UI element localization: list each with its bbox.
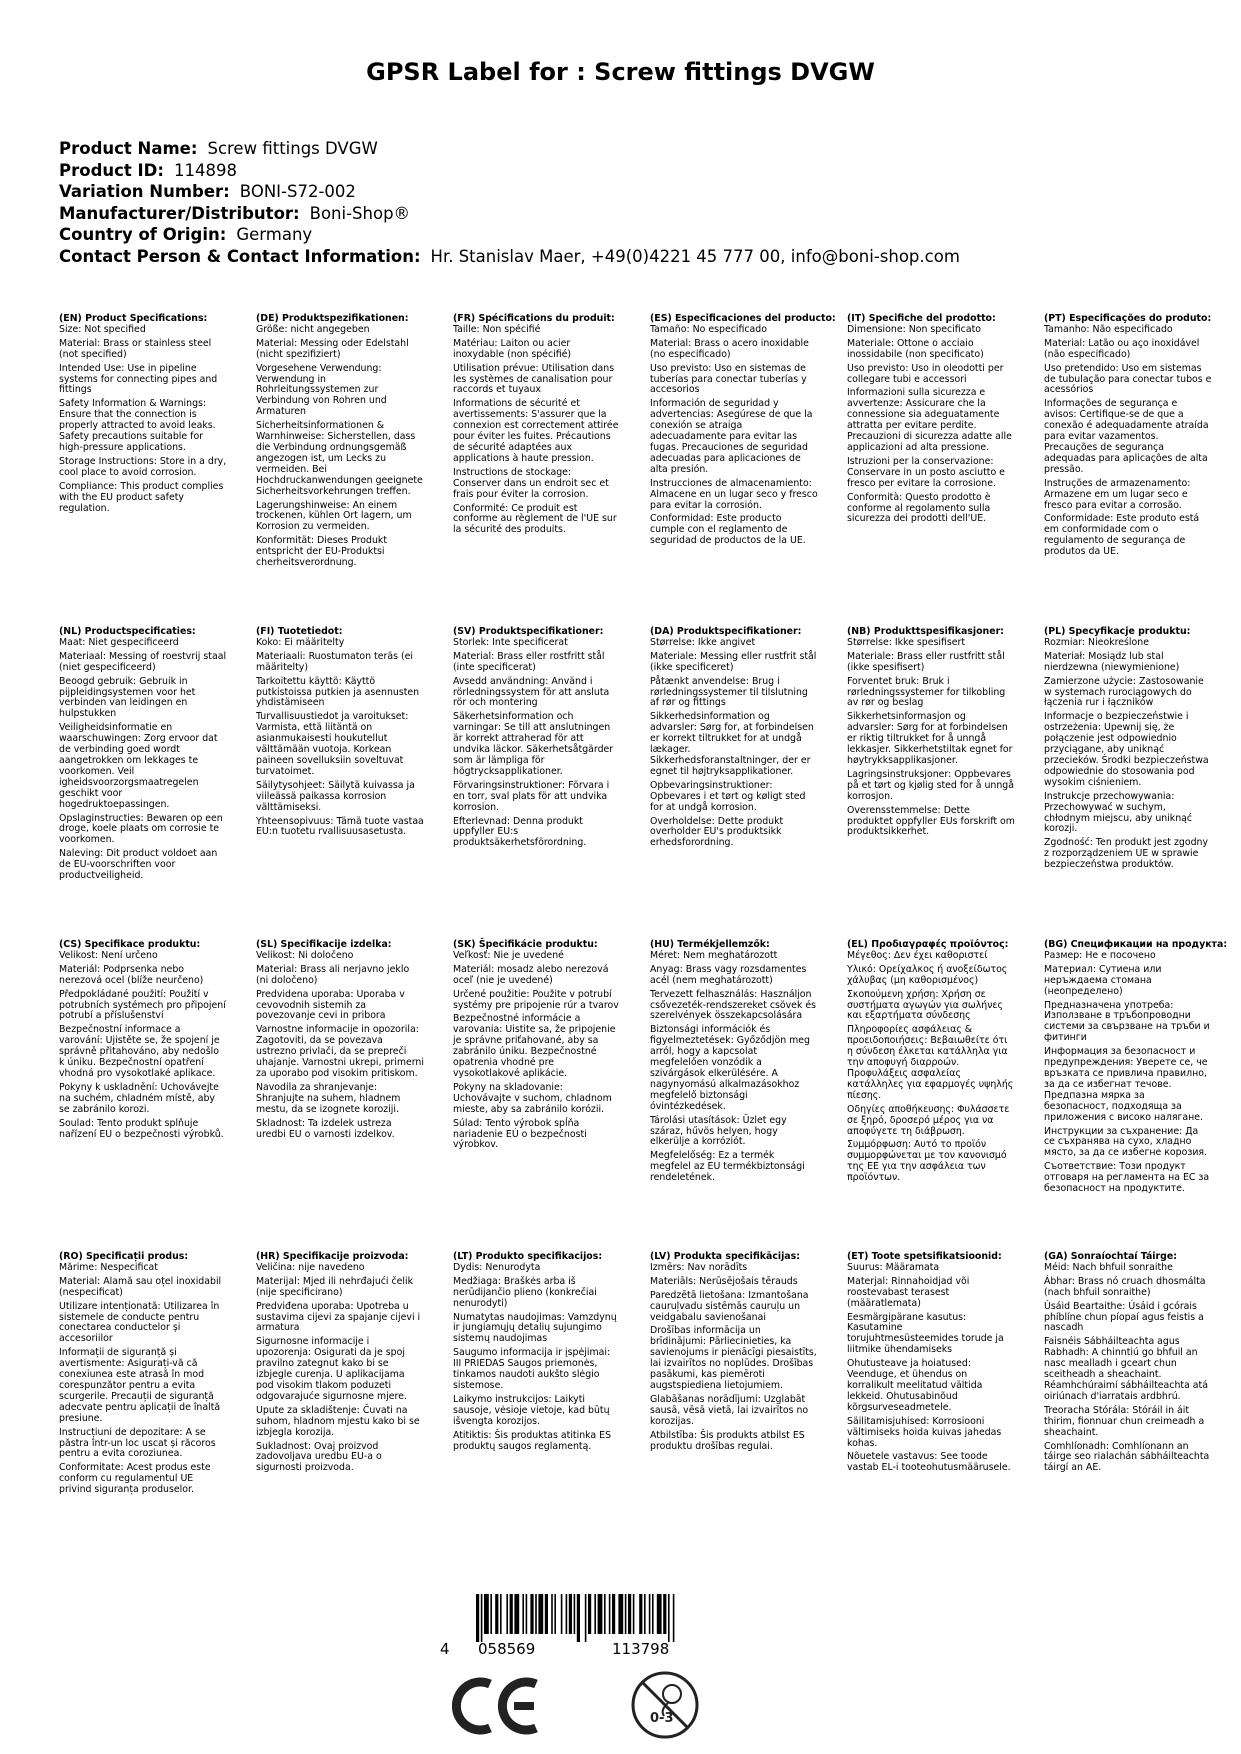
spec-line: Naleving: Dit product voldoet aan de EU-voorschriften voor productveiligheid.	[59, 848, 218, 882]
spec-line: Säilytysohjeet: Säilytä kuivassa ja viileässä paikassa korrosion välttämiseksi.	[256, 779, 415, 813]
spec-line: Størrelse: Ikke angivet	[650, 636, 756, 648]
spec-heading: (ES) Especificaciones del producto:	[650, 313, 836, 324]
spec-line: Konformität: Dieses Produkt entspricht der EU-Produktsi cherheitsverordnung.	[256, 535, 388, 569]
spec-line: Intended Use: Use in pipeline systems for connecting pipes and fittings	[59, 362, 218, 396]
spec-line: Material: Brass eller rostfritt stål (inte specificerat)	[453, 650, 605, 673]
barcode-bar	[490, 1594, 492, 1634]
barcode-bar	[526, 1594, 528, 1634]
barcode-bar	[585, 1594, 587, 1642]
spec-block	[1044, 939, 1228, 1198]
spec-block	[847, 627, 1015, 841]
spec-line: Opbevaringsinstruktioner: Opbevares i et tørt og køligt sted for at undgå korrosion.	[650, 779, 806, 813]
spec-line: Bezpečnostné informácie a varovania: Uistite sa, že pripojenie je správne priťahované, aby sa zabránilo úniku. Bezpečnostné opatrenia vhodné pre vysokotlakové aplikácie.	[453, 1013, 616, 1079]
spec-line: Материал: Сутиена или неръждаема стомана (неопределено)	[1044, 963, 1162, 997]
barcode-bar	[598, 1594, 603, 1634]
spec-line: Veiligheidsinformatie en waarschuwingen: Zorg ervoor dat de verbinding goed wordt aangetrokken om lekkages te voorkomen. Veil igheidsvoorzorgsmaatregelen geschikt voor hogedruktoepassingen.	[59, 722, 218, 810]
barcode-bar	[644, 1594, 646, 1634]
barcode-bar	[588, 1594, 591, 1634]
barcode-bar	[484, 1594, 489, 1634]
spec-line: Tarkoitettu käyttö: Käyttö putkistoissa putkien ja asennusten yhdistämiseen	[256, 675, 420, 709]
spec-line: Sikkerhetsinformasjon og advarsler: Sørg for at forbindelsen er riktig tiltrukket for å unngå lekkasjer. Sikkerhetstiltak egnet for høytrykksapplikasjoner.	[847, 711, 1013, 766]
spec-line: Informazioni sulla sicurezza e avvertenze: Assicurare che la connessione sia adeguatamente attratta per evitare perdite. Precauzioni di sicurezza adatte alle applicazioni ad alta pressione.	[847, 387, 1012, 453]
spec-line: Conformitate: Acest produs este conform cu regulamentul UE privind siguranța produselor.	[59, 1462, 211, 1496]
spec-line: Instruções de armazenamento: Armazene em um lugar seco e fresco para evitar a corrosão.	[1044, 477, 1191, 511]
spec-line: Materiale: Ottone o acciaio inossidabile (non specificato)	[847, 337, 984, 360]
spec-line: Materiał: Mosiądz lub stal nierdzewna (niewymienione)	[1044, 650, 1180, 673]
spec-line: Materiál: Podprsenka nebo nerezová ocel (blíže neurčeno)	[59, 963, 204, 986]
spec-line: Forventet bruk: Bruk i rørledningssystemer for tilkobling av rør og beslag	[847, 675, 1006, 709]
spec-line: Предназначена употреба: Използване в тръбопроводни системи за свързване на тръби и фитинги	[1044, 999, 1210, 1044]
spec-line: Informacje o bezpieczeństwie i ostrzeżenia: Upewnij się, że połączenie jest odpowiednio przyciągane, aby uniknąć przecieków. Środki bezpieczeństwa odpowiednie do stosowania pod wysokim ciśnieniem.	[1044, 711, 1209, 788]
spec-line: Uso previsto: Uso in oleodotti per collegare tubi e accessori	[847, 362, 1004, 385]
spec-line: Информация за безопасност и предупреждения: Уверете се, че връзката се привлича правилно, за да се избегнат течове. Предпазна мярка за безопасност, подходяща за приложения с високо налягане.	[1044, 1046, 1208, 1123]
barcode-bar	[663, 1594, 666, 1634]
barcode-bar	[609, 1594, 611, 1634]
spec-line: Material: Messing oder Edelstahl (nicht spezifiziert)	[256, 337, 409, 360]
spec-line: Koko: Ei määritelty	[256, 636, 345, 648]
spec-line: Συμμόρφωση: Αυτό το προϊόν συμμορφώνεται με τον κανονισμό της ΕΕ για την ασφάλεια των προϊόντων.	[847, 1139, 1007, 1184]
spec-line: Opslaginstructies: Bewaren op een droge, koele plaats om corrosie te voorkomen.	[59, 812, 223, 846]
barcode-bar	[535, 1594, 537, 1634]
barcode-bar	[618, 1594, 623, 1634]
spec-block	[59, 940, 227, 1143]
product-name-line	[59, 138, 1199, 160]
spec-line: Varnostne informacije in opozorila: Zagotoviti, da se povezava ustrezno privlači, da se prepreči uhajanje. Varnostni ukrepi, primerni za uporabo pod visokim pritiskom.	[256, 1024, 424, 1079]
spec-line: Съответствие: Този продукт отговаря на регламента на ЕС за безопасност на продуктите.	[1044, 1161, 1210, 1195]
spec-heading: (FI) Tuotetiedot:	[256, 626, 343, 637]
spec-heading: (SV) Produktspecifikationer:	[453, 626, 604, 637]
spec-line: Overholdelse: Dette produkt overholder EU's produktsikk erhedsforordning.	[650, 815, 784, 849]
spec-line: Suurus: Määramata	[847, 1261, 940, 1273]
field-value: Germany	[236, 225, 313, 244]
spec-heading: (LT) Produkto specifikacijos:	[453, 1251, 603, 1262]
field-value: BONI-S72-002	[239, 182, 356, 201]
spec-line: Numatytas naudojimas: Vamzdynų ir jungiamųjų detalių sujungimo sistemų naudojimas	[453, 1311, 617, 1345]
page-title: GPSR Label for : Screw fittings DVGW	[366, 58, 875, 86]
spec-line: Megfelelőség: Ez a termék megfelel az EU termékbiztonsági rendeletének.	[650, 1150, 805, 1184]
spec-block	[59, 1252, 227, 1499]
spec-line: Größe: nicht angegeben	[256, 323, 370, 335]
ce-mark-icon	[452, 1676, 540, 1740]
spec-line: Tamanho: Não especificado	[1044, 323, 1173, 335]
spec-line: Storage Instructions: Store in a dry, cool place to avoid corrosion.	[59, 455, 227, 478]
spec-line: Storlek: Inte specificerat	[453, 636, 568, 648]
spec-line: Conformité: Ce produit est conforme au règlement de l'UE sur la sécurité des produits.	[453, 502, 617, 536]
spec-line: Sukladnost: Ovaj proizvod zadovoljava uredbu EU-a o sigurnosti proizvoda.	[256, 1440, 382, 1474]
spec-line: Material: Brass o acero inoxidable (no especificado)	[650, 337, 809, 360]
contact-line	[59, 246, 1199, 268]
spec-line: Biztonsági információk és figyelmeztetések: Győződjön meg arról, hogy a kapcsolat megfelelően vonzódik a szivárgások elkerülésére. A nagynyomású alkalmazásokhoz megfelelő biztonsági óvintézkedések.	[650, 1024, 810, 1112]
manufacturer-line	[59, 203, 1199, 225]
ean-barcode	[440, 1594, 760, 1684]
spec-line: Ábhar: Brass nó cruach dhosmálta (nach bhfuil sonraithe)	[1044, 1275, 1206, 1298]
spec-heading: (IT) Specifiche del prodotto:	[847, 313, 996, 324]
spec-line: Materiāls: Nerūsējošais tērauds	[650, 1275, 798, 1287]
spec-line: Υλικό: Ορείχαλκος ή ανοξείδωτος χάλυβας (μη καθορισμένος)	[847, 963, 1008, 986]
spec-heading: (EL) Προδιαγραφές προϊόντος:	[847, 939, 1009, 950]
field-label: Product ID:	[59, 160, 164, 180]
spec-line: Σκοπούμενη χρήση: Χρήση σε συστήματα αγωγών για σωλήνες και εξαρτήματα σύνδεσης	[847, 988, 1004, 1022]
spec-line: Material: Latão ou aço inoxidável (não especificado)	[1044, 337, 1200, 360]
spec-line: Conformità: Questo prodotto è conforme al regolamento sulla sicurezza dei prodotti dell'UE.	[847, 491, 991, 525]
spec-line: Dydis: Nenurodyta	[453, 1261, 541, 1273]
barcode-bar	[538, 1594, 543, 1634]
barcode-bar	[569, 1594, 572, 1634]
spec-line: Atbilstība: Šis produkts atbilst ES produktu drošības regulai.	[650, 1429, 805, 1452]
barcode-bar	[633, 1594, 635, 1634]
spec-line: Velikost: Ni določeno	[256, 949, 354, 961]
field-value: Screw fittings DVGW	[207, 139, 378, 158]
spec-line: Velikost: Není určeno	[59, 949, 158, 961]
spec-block	[650, 627, 818, 852]
spec-block	[59, 314, 227, 517]
spec-line: Rozmiar: Nieokreślone	[1044, 636, 1149, 648]
spec-line: Lagringsinstruksjoner: Oppbevares på et tørt og kjølig sted for å unngå korrosjon.	[847, 768, 1014, 802]
spec-line: Informações de segurança e avisos: Certifique-se de que a conexão é adequadamente atraída para evitar vazamentos. Precauções de segurança adequadas para aplicações de alta pressão.	[1044, 398, 1209, 475]
spec-line: Úsáid Beartaithe: Úsáid i gcórais phíblíne chun píopaí agus feistis a nascadh	[1044, 1300, 1204, 1334]
spec-block	[59, 627, 227, 885]
barcode-bar	[612, 1594, 615, 1634]
spec-heading: (PT) Especificações do produto:	[1044, 313, 1212, 324]
spec-line: Förvaringsinstruktioner: Förvara i en torr, sval plats för att undvika korrosion.	[453, 779, 610, 813]
barcode-right-digits: 113798	[612, 1640, 670, 1658]
spec-line: Zgodność: Ten produkt jest zgodny z rozporządzeniem UE w sprawie bezpieczeństwa produktów.	[1044, 837, 1209, 871]
spec-line: Materiale: Brass eller rustfritt stål (ikke spesifisert)	[847, 650, 1005, 673]
spec-line: Material: Alamă sau oțel inoxidabil (nespecificat)	[59, 1275, 222, 1298]
barcode-bar	[514, 1594, 519, 1634]
spec-line: Safety Information & Warnings: Ensure that the connection is properly attracted to avoid leaks. Safety precautions suitable for high-pressure applications.	[59, 398, 216, 453]
spec-line: Säkerhetsinformation och varningar: Se till att anslutningen är korrekt attraherad för att undvika läckor. Säkerhetsåtgärder som är lämpliga för högtrycksapplikationer.	[453, 711, 614, 777]
spec-line: Instrucțiuni de depozitare: A se păstra într-un loc uscat și răcoros pentru a evita coroziunea.	[59, 1426, 216, 1460]
spec-line: Laikymo instrukcijos: Laikyti sausoje, vėsioje vietoje, kad būtų išvengta korozijos.	[453, 1393, 610, 1427]
spec-line: Taille: Non spécifié	[453, 323, 541, 335]
spec-line: Veličina: nije navedeno	[256, 1261, 365, 1273]
spec-line: Πληροφορίες ασφάλειας & προειδοποιήσεις: Βεβαιωθείτε ότι η σύνδεση έλκεται κατάλληλα για την αποφυγή διαρροών. Προφυλάξεις ασφαλείας κατάλληλες για εφαρμογές υψηλής πίεσης.	[847, 1024, 1014, 1101]
field-label: Manufacturer/Distributor:	[59, 203, 300, 223]
spec-line: Soulad: Tento produkt splňuje nařízení EU o bezpečnosti výrobků.	[59, 1117, 224, 1140]
spec-block	[256, 940, 424, 1143]
spec-line: Medžiaga: Braškės arba iš nerūdijančio plieno (konkrečiai nenurodyti)	[453, 1275, 597, 1309]
spec-line: Instructions de stockage: Conserver dans un endroit sec et frais pour éviter la corrosion.	[453, 466, 609, 500]
spec-line: Informations de sécurité et avertissements: S'assurer que la connexion est correctement attirée pour éviter les fuites. Précautions de sécurité adaptées aux applications à haute pression.	[453, 398, 619, 464]
spec-line: Zamierzone użycie: Zastosowanie w systemach rurociągowych do łączenia rur i łączników	[1044, 675, 1204, 709]
barcode-bars	[440, 1594, 760, 1642]
barcode-bar	[625, 1594, 627, 1634]
spec-heading: (EN) Product Specifications:	[59, 313, 208, 324]
spec-block	[453, 940, 621, 1154]
spec-block	[847, 1252, 1015, 1477]
spec-line: Súlad: Tento výrobok spĺňa nariadenie EÚ o bezpečnosti výrobkov.	[453, 1117, 587, 1151]
spec-heading: (ET) Toote spetsifikatsioonid:	[847, 1251, 1002, 1262]
spec-line: Påtænkt anvendelse: Brug i rørledningssystemer til tilslutning af rør og fittings	[650, 675, 808, 709]
barcode-bar	[649, 1594, 651, 1634]
spec-block	[256, 1252, 424, 1477]
spec-line: Vorgesehene Verwendung: Verwendung in Rohrleitungssystemen zur Verbindung von Rohren und Armaturen	[256, 362, 387, 418]
field-label: Country of Origin:	[59, 225, 227, 244]
spec-line: Materiál: mosadz alebo nerezová oceľ (nie je uvedené)	[453, 963, 609, 986]
spec-line: Uso previsto: Uso en sistemas de tuberías para conectar tuberías y accesorios	[650, 362, 807, 396]
spec-block	[1044, 1252, 1212, 1477]
barcode-bar	[561, 1594, 563, 1634]
spec-line: Pokyny k uskladnění: Uchovávejte na suchém, chladném místě, aby se zabránilo korozi.	[59, 1081, 219, 1115]
spec-line: Upute za skladištenje: Čuvati na suhom, hladnom mjestu kako bi se izbjegla korozija.	[256, 1404, 420, 1438]
spec-line: Turvallisuustiedot ja varoitukset: Varmista, että liitäntä on asianmukaisesti houkutellut välttämään vuotoja. Korkean paineen sovelluksiin soveltuvat turvatoimet.	[256, 711, 409, 777]
spec-block	[650, 1252, 818, 1455]
barcode-bar	[476, 1594, 479, 1642]
spec-line: Materiaal: Messing of roestvrij staal (niet gespecificeerd)	[59, 650, 227, 673]
barcode-bar	[652, 1594, 654, 1634]
product-id-line	[59, 160, 1199, 182]
variation-number-line	[59, 181, 1199, 203]
spec-line: Οδηγίες αποθήκευσης: Φυλάσσετε σε ξηρό, δροσερό μέρος για να αποφύγετε τη διάβρωση.	[847, 1103, 1010, 1137]
spec-heading: (FR) Spécifications du produit:	[453, 313, 615, 324]
spec-line: Mărime: Nespecificat	[59, 1261, 158, 1273]
spec-line: Dimensione: Non specificato	[847, 323, 981, 335]
not-for-children-0-3-icon	[630, 1670, 700, 1744]
spec-line: Sikkerhedsinformation og advarsler: Sørg for, at forbindelsen er korrekt tiltrukket for at undgå lækager. Sikkerhedsforanstaltninger, der er egnet til højtryksapplikationer.	[650, 711, 814, 777]
barcode-first-digit: 4	[440, 1640, 450, 1658]
spec-heading: (HR) Specifikacije proizvoda:	[256, 1251, 409, 1262]
spec-block	[256, 627, 424, 841]
barcode-bar	[506, 1594, 508, 1634]
spec-line: Tárolási utasítások: Üzlet egy száraz, hűvös helyen, hogy elkerülje a korróziót.	[650, 1114, 787, 1148]
spec-line: Tervezett felhasználás: Használjon csővezeték-rendszereket csövek és szerelvények összekapcsolására	[650, 988, 817, 1022]
spec-line: Lagerungshinweise: An einem trockenen, kühlen Ort lagern, um Korrosion zu vermeiden.	[256, 499, 412, 533]
spec-line: Utilizare intenționată: Utilizarea în sistemele de conducte pentru conectarea conductelor și accesoriilor	[59, 1300, 220, 1345]
country-of-origin-line	[59, 224, 1199, 246]
spec-line: Nõuetele vastavus: See toode vastab EL-i tooteohutusmäärusele.	[847, 1451, 1011, 1474]
spec-heading: (LV) Produkta specifikācijas:	[650, 1251, 800, 1262]
barcode-left-digits: 058569	[478, 1640, 536, 1658]
spec-line: Säilitamisjuhised: Korrosiooni vältimiseks hoida kuivas jahedas kohas.	[847, 1415, 1002, 1449]
spec-line: Izmērs: Nav norādīts	[650, 1261, 748, 1273]
spec-line: Predvidena uporaba: Uporaba v cevovodnih sistemih za povezovanje cevi in pribora	[256, 988, 405, 1022]
spec-line: Glabāšanas norādījumi: Uzglabāt sausā, vēsā vietā, lai izvairītos no korozijas.	[650, 1393, 809, 1427]
spec-line: Informații de siguranță și avertismente: Asigurați-vă că conexiunea este atrasă în mod corespunzător pentru a evita scurgerile. Precauții de siguranță adecvate pentru aplicații de înaltă presiune.	[59, 1347, 221, 1424]
spec-block	[1044, 627, 1212, 874]
spec-line: Avsedd användning: Använd i rörledningssystem för att ansluta rör och montering	[453, 675, 610, 709]
spec-line: Uso pretendido: Uso em sistemas de tubulação para conectar tubos e acessórios	[1044, 362, 1212, 396]
spec-line: Veľkosť: Nie je uvedené	[453, 949, 564, 961]
spec-line: Maat: Niet gespecificeerd	[59, 636, 179, 648]
barcode-bar	[657, 1594, 662, 1634]
spec-line: Beoogd gebruik: Gebruik in pijpleidingsystemen voor het verbinden van leidingen en hulpstukken	[59, 675, 196, 720]
barcode-bar	[481, 1594, 483, 1642]
barcode-bar	[530, 1594, 533, 1634]
spec-line: Drošības informācija un brīdinājumi: Pārliecinieties, ka savienojums ir pienācīgi piesaistīts, lai izvairītos no noplūdes. Drošības pasākumi, kas piemēroti augstspiediena lietojumiem.	[650, 1325, 817, 1391]
spec-line: Eesmärgipärane kasutus: Kasutamine torujuhtmesüsteemides torude ja liitmike ühendamiseks	[847, 1311, 1004, 1356]
spec-block	[650, 313, 836, 550]
barcode-bar	[668, 1594, 670, 1642]
spec-line: Méid: Nach bhfuil sonraithe	[1044, 1261, 1173, 1273]
spec-heading: (SL) Specifikacije izdelka:	[256, 939, 392, 950]
spec-heading: (DE) Produktspezifikationen:	[256, 313, 409, 324]
spec-line: Инструкции за съхранение: Да се съхранява на сухо, хладно място, за да се избегне корозия.	[1044, 1125, 1208, 1159]
barcode-bar	[594, 1594, 596, 1634]
spec-line: Atitiktis: Šis produktas atitinka ES produktų saugos reglamentą.	[453, 1429, 612, 1452]
spec-line: Tamaño: No especificado	[650, 323, 767, 335]
spec-line: Conformidade: Este produto está em conformidade com o regulamento de segurança de produtos da UE.	[1044, 513, 1200, 558]
spec-line: Utilisation prévue: Utilisation dans les systèmes de canalisation pour raccords et tuyaux	[453, 362, 615, 396]
spec-block	[650, 940, 818, 1187]
spec-line: Size: Not specified	[59, 323, 146, 335]
spec-block	[1044, 314, 1212, 561]
spec-block	[256, 314, 424, 572]
barcode-bar	[577, 1594, 580, 1642]
spec-line: Skladnost: Ta izdelek ustreza uredbi EU o varnosti izdelkov.	[256, 1117, 395, 1140]
spec-line: Sicherheitsinformationen & Warnhinweise: Sicherstellen, dass die Verbindung ordnungsgemäß angezogen ist, um Lecks zu vermeiden. Bei Hochdruckanwendungen geeignete Sicherheitsvorkehrungen treffen.	[256, 420, 423, 497]
field-label: Product Name:	[59, 139, 198, 158]
spec-line: Méret: Nem meghatározott	[650, 949, 778, 961]
spec-line: Anyag: Brass vagy rozsdamentes acél (nem meghatározott)	[650, 963, 807, 986]
spec-line: Předpokládané použití: Použití v potrubních systémech pro připojení potrubí a příslušenství	[59, 988, 226, 1022]
spec-block	[453, 1252, 621, 1455]
spec-block	[847, 314, 1015, 528]
barcode-bar	[554, 1594, 556, 1634]
spec-line: Instrukcje przechowywania: Przechowywać w suchym, chłodnym miejscu, aby uniknąć korozji.	[1044, 790, 1193, 835]
spec-line: Paredzētā lietošana: Izmantošana cauruļvadu sistēmās cauruļu un veidgabalu savienošanai	[650, 1289, 809, 1323]
spec-line: Treoracha Stórála: Stóráil in áit thirim, fionnuar chun creimeadh a sheachaint.	[1044, 1404, 1205, 1438]
field-value: 114898	[173, 160, 237, 180]
spec-heading: (NL) Productspecificaties:	[59, 626, 196, 637]
spec-line: Ohutusteave ja hoiatused: Veenduge, et ühendus on korralikult meelitatud vältida lekkeid. Ohutusabinõud kõrgsurveseadmetele.	[847, 1358, 983, 1413]
spec-line: Materiale: Messing eller rustfrit stål (ikke specificeret)	[650, 650, 817, 673]
spec-heading: (HU) Termékjellemzők:	[650, 939, 770, 950]
spec-line: Размер: Не е посочено	[1044, 949, 1156, 961]
barcode-bar	[574, 1594, 576, 1634]
spec-line: Materijal: Mjed ili nehrđajući čelik (nije specificirano)	[256, 1275, 414, 1298]
spec-line: Navodila za shranjevanje: Shranjujte na suhem, hladnem mestu, da se izognete koroziji.	[256, 1081, 401, 1115]
spec-line: Faisnéis Sábháilteachta agus Rabhadh: A chinntiú go bhfuil an nasc mealladh i gceart chun sceitheadh a sheachaint. Réamhchúraimí sábháilteachta atá oiriúnach d'iarratais ardbhrú.	[1044, 1336, 1208, 1402]
field-label: Variation Number:	[59, 182, 230, 201]
spec-line: Saugumo informacija ir įspėjimai: III PRIEDAS Saugos priemonės, tinkamos naudoti aukšto slėgio sistemose.	[453, 1347, 611, 1391]
spec-line: Conformidad: Este producto cumple con el reglamento de seguridad de productos de la UE.	[650, 513, 806, 547]
spec-line: Sigurnosne informacije i upozorenja: Osigurati da je spoj pravilno zategnut kako bi se izbjegle curenja. U aplikacijama pod visokim tlakom poduzeti odgovarajuće sigurnosne mjere.	[256, 1336, 407, 1402]
field-value: Boni-Shop®	[309, 203, 411, 223]
barcode-bar	[604, 1594, 606, 1634]
spec-heading: (DA) Produktspecifikationer:	[650, 626, 802, 637]
barcode-bar	[566, 1594, 568, 1634]
barcode-bar	[628, 1594, 631, 1634]
spec-heading: (SK) Špecifikácie produktu:	[453, 939, 598, 950]
spec-line: Yhteensopivuus: Tämä tuote vastaa EU:n tuotetu rvallisuusasetusta.	[256, 815, 424, 838]
spec-heading: (NB) Produkttspesifikasjoner:	[847, 626, 1004, 637]
spec-line: Información de seguridad y advertencias: Asegúrese de que la conexión se atraiga adecuadamente para evitar las fugas. Precauciones de seguridad adecuadas para aplicaciones de alta presión.	[650, 398, 813, 475]
barcode-bar	[545, 1594, 548, 1634]
spec-line: Matériau: Laiton ou acier inoxydable (non spécifié)	[453, 337, 572, 360]
product-info	[59, 138, 1199, 267]
age-label: 0-3	[650, 1711, 674, 1726]
spec-line: Predviđena uporaba: Upotreba u sustavima cijevi za spajanje cijevi i armatura	[256, 1300, 421, 1334]
spec-line: Istruzioni per la conservazione: Conservare in un posto asciutto e fresco per evitare la corrosione.	[847, 455, 1005, 489]
spec-heading: (RO) Specificații produs:	[59, 1251, 189, 1262]
barcode-bar	[551, 1594, 553, 1634]
barcode-bar	[639, 1594, 642, 1634]
spec-line: Materjal: Rinnahoidjad või roostevabast terasest (määratlemata)	[847, 1275, 970, 1309]
spec-block	[453, 627, 621, 852]
spec-line: Material: Brass or stainless steel (not specified)	[59, 337, 212, 360]
spec-line: Bezpečnostní informace a varování: Ujistěte se, že spojení je správně přitahováno, aby nedošlo k úniku. Bezpečnostní opatření vhodná pro vysokotlaké aplikace.	[59, 1024, 220, 1079]
barcode-bar	[522, 1594, 524, 1634]
spec-line: Materiaali: Ruostumaton teräs (ei määritelty)	[256, 650, 413, 673]
barcode-bar	[673, 1594, 675, 1642]
spec-heading: (CS) Specifikace produktu:	[59, 939, 201, 950]
barcode-bar	[510, 1594, 513, 1634]
spec-line: Overensstemmelse: Dette produktet oppfyller EUs forskrift om produktsikkerhet.	[847, 804, 1015, 838]
spec-heading: (BG) Спецификации на продукта:	[1044, 939, 1228, 950]
spec-block	[453, 314, 621, 539]
spec-line: Instrucciones de almacenamiento: Almacene en un lugar seco y fresco para evitar la corrosión.	[650, 477, 818, 511]
spec-line: Størrelse: Ikke spesifisert	[847, 636, 966, 648]
spec-line: Určené použitie: Použite v potrubí systémy pre pripojenie rúr a tvarov	[453, 988, 619, 1011]
barcode-bar	[495, 1594, 498, 1634]
field-value: Hr. Stanislav Maer, +49(0)4221 45 777 00, info@boni-shop.com	[430, 246, 960, 266]
spec-line: Efterlevnad: Denna produkt uppfyller EU:s produktsäkerhetsförordning.	[453, 815, 587, 849]
spec-line: Comhlíonadh: Comhlíonann an táirge seo rialachán sábháilteachta táirgí an AE.	[1044, 1440, 1210, 1474]
spec-heading: (GA) Sonraíochtaí Táirge:	[1044, 1251, 1177, 1262]
spec-line: Pokyny na skladovanie: Uchovávajte v suchom, chladnom mieste, aby sa zabránilo korózii.	[453, 1081, 612, 1115]
spec-line: Μέγεθος: Δεν έχει καθοριστεί	[847, 949, 988, 961]
spec-heading: (PL) Specyfikacje produktu:	[1044, 626, 1191, 637]
barcode-bar	[500, 1594, 502, 1634]
spec-line: Material: Brass ali nerjavno jeklo (ni določeno)	[256, 963, 410, 986]
spec-block	[847, 940, 1015, 1187]
field-label: Contact Person & Contact Information:	[59, 246, 421, 266]
spec-line: Compliance: This product complies with the EU product safety regulation.	[59, 480, 224, 514]
